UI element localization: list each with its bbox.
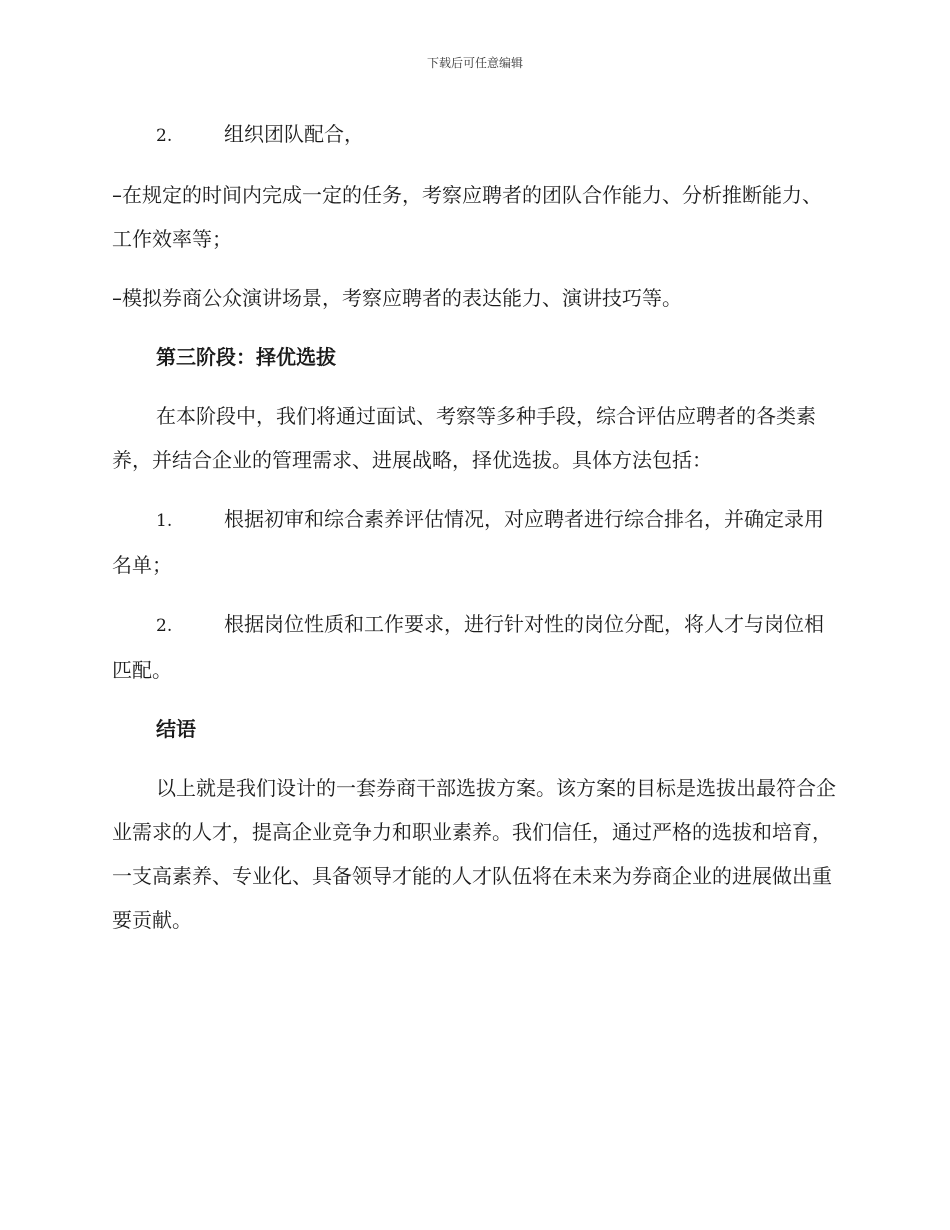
section-heading-stage3: 第三阶段：择优选拔 <box>156 345 336 369</box>
list-item-ranking <box>112 497 836 587</box>
list-item-text: 根据岗位性质和工作要求，进行针对性的岗位分配，将人才与岗位相匹配。 <box>112 612 824 682</box>
list-number: 2. <box>156 126 173 146</box>
paragraph-conclusion: 以上就是我们设计的一套券商干部选拔方案。该方案的目标是选拔出最符合企业需求的人才，提高企业竞争力和职业素养。我们信任，通过严格的选拔和培育，一支高素养、专业化、具备领导才能的人才队伍将在未来为券商企业的进展做出重要贡献。 <box>112 776 836 932</box>
bullet-public-speech <box>112 276 836 320</box>
list-number: 2. <box>156 616 173 636</box>
list-number: 1. <box>156 511 173 531</box>
dash-marker: – <box>112 286 122 310</box>
bullet-text: 模拟券商公众演讲场景，考察应聘者的表达能力、演讲技巧等。 <box>122 286 682 310</box>
list-item-text: 根据初审和综合素养评估情况，对应聘者进行综合排名，并确定录用名单； <box>112 507 824 577</box>
bullet-text: 在规定的时间内完成一定的任务，考察应聘者的团队合作能力、分析推断能力、工作效率等； <box>112 183 822 251</box>
dash-marker: – <box>112 183 122 207</box>
list-item-assignment <box>112 602 836 692</box>
document-body <box>112 112 836 942</box>
paragraph-stage3-intro: 在本阶段中，我们将通过面试、考察等多种手段，综合评估应聘者的各类素养，并结合企业的管理需求、进展战略，择优选拔。具体方法包括： <box>112 404 816 472</box>
section-heading-conclusion: 结语 <box>156 717 196 741</box>
list-item-text: 组织团队配合， <box>224 122 364 146</box>
bullet-team-task <box>112 173 836 261</box>
page-header: 下载后可任意编辑 <box>426 56 523 70</box>
list-item-team-cooperation <box>112 112 836 158</box>
